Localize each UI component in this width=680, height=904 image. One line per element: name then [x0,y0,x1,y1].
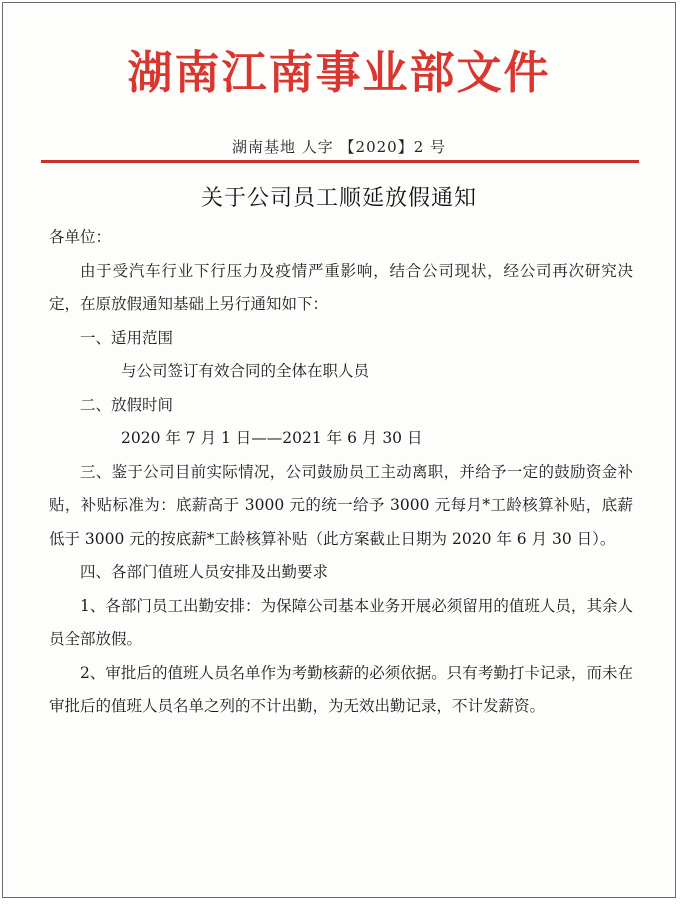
intro-paragraph: 由于受汽车行业下行压力及疫情严重影响，结合公司现状，经公司再次研究决定，在原放假通知基础上另行通知如下： [49,261,633,313]
section-1-body: 与公司签订有效合同的全体在职人员 [121,362,370,380]
document-number: 湖南基地 人字 【2020】2 号 [231,138,447,156]
section-1-heading: 一、适用范围 [80,328,174,347]
section-3-paragraph: 三、鉴于公司目前实际情况，公司鼓励员工主动离职，并给予一定的鼓励资金补贴，补贴标准为：底薪高于 3000 元的统一给予 3000 元每月*工龄核算补贴，底薪低于 3000 元的按底薪*工龄核算补贴（此方案截止日期为 2020 年 6 月 30 日）。 [49,462,633,548]
section-4-item-1: 1、各部门员工出勤安排：为保障公司基本业务开展必须留用的值班人员，其余人员全部放假。 [49,596,633,648]
section-4-item-2: 2、审批后的值班人员名单作为考勤核薪的必须依据。只有考勤打卡记录，而未在审批后的值班人员名单之列的不计出勤，为无效出勤记录，不计发薪资。 [49,663,633,715]
section-4-heading: 四、各部门值班人员安排及出勤要求 [80,563,329,581]
section-2-heading: 二、放假时间 [80,395,174,414]
letterhead-title: 湖南江南事业部文件 [127,46,551,99]
document-page [2,2,676,898]
notice-title: 关于公司员工顺延放假通知 [200,186,477,211]
notice-body [49,221,633,724]
section-2-body: 2020 年 7 月 1 日——2021 年 6 月 30 日 [121,429,423,447]
red-divider [41,160,639,163]
salutation: 各单位： [49,228,112,246]
